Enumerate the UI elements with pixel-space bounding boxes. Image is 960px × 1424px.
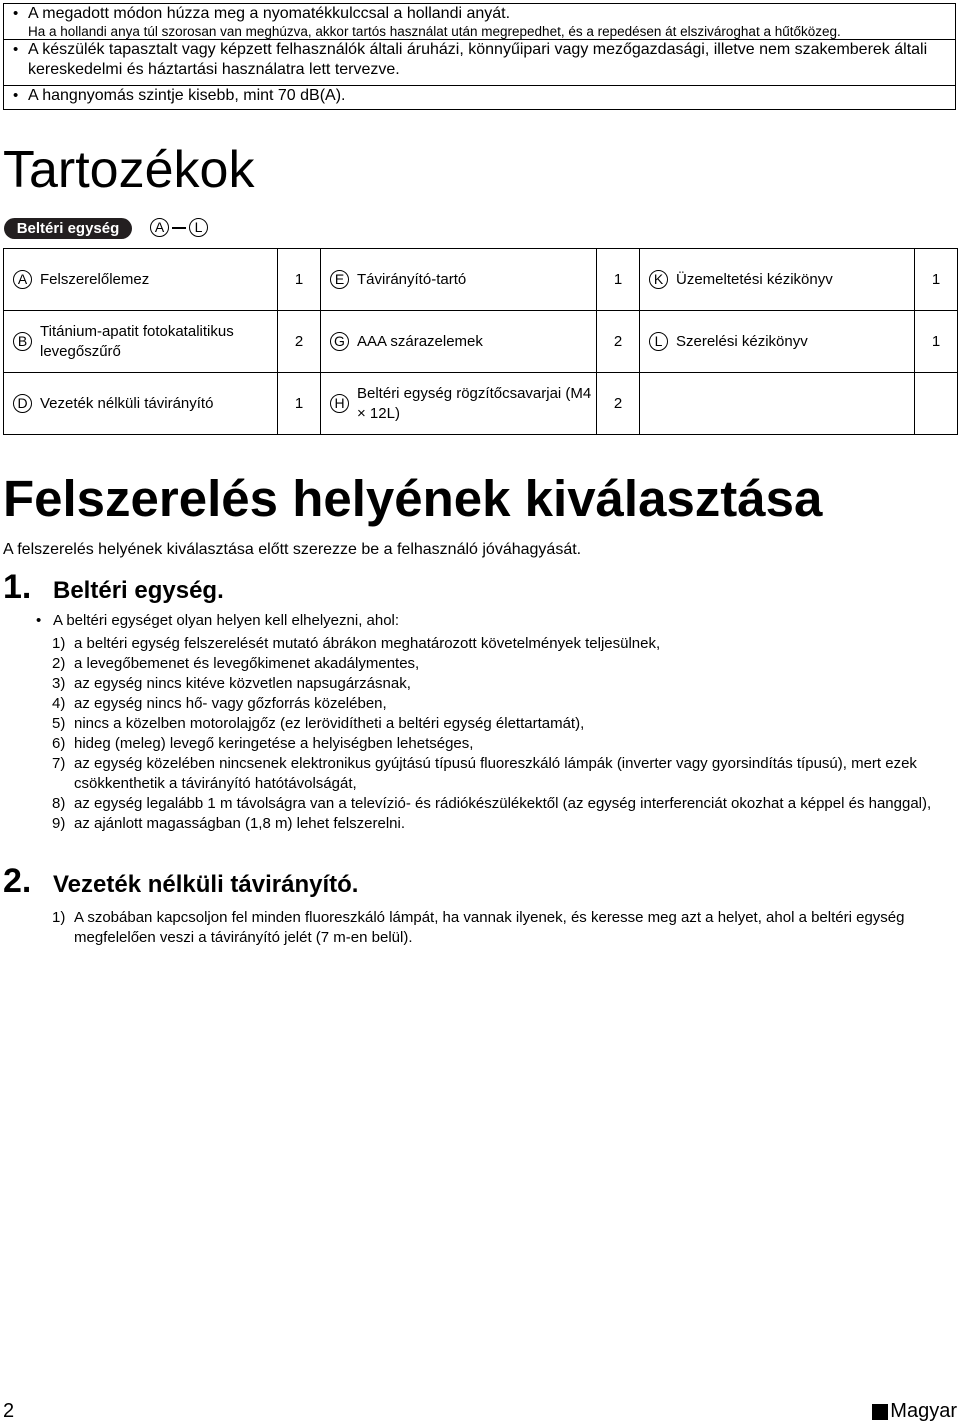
table-row <box>4 311 958 373</box>
accessory-range <box>150 218 208 237</box>
letter-circle: D <box>13 394 32 413</box>
accessory-name: Távirányító-tartó <box>357 270 467 288</box>
list-item <box>52 754 932 794</box>
accessory-qty: 1 <box>278 249 321 311</box>
table-row <box>4 373 958 435</box>
item-number: 6) <box>52 735 66 752</box>
accessory-name: Beltéri egység rögzítőcsavarjai (M4 × 12L) <box>357 384 592 422</box>
note-text: A hangnyomás szintje kisebb, mint 70 dB(A). <box>28 87 346 104</box>
bullet: • <box>13 41 19 58</box>
item-text: az egység nincs hő- vagy gőzforrás közelében, <box>74 695 387 712</box>
accessory-name: AAA szárazelemek <box>357 332 483 350</box>
section-heading <box>3 568 224 607</box>
page-number: 2 <box>3 1400 15 1422</box>
section-bullet <box>36 611 399 631</box>
accessory-name: Felszerelőlemez <box>40 270 150 288</box>
item-text: A szobában kapcsoljon fel minden fluoreszkáló lámpát, ha vannak ilyenek, és keresse meg azt a helyet, ahol a beltéri egység megfelelően veszi a távirányító jelét (7 m-en belül). <box>74 909 905 946</box>
list-item <box>52 814 932 834</box>
section-number: 2. <box>3 862 32 900</box>
accessory-cell <box>321 249 597 311</box>
site-intro: A felszerelés helyének kiválasztása előtt szerezze be a felhasználó jóváhagyását. <box>3 541 582 558</box>
item-number: 3) <box>52 675 66 692</box>
item-text: a levegőbemenet és levegőkimenet akadálymentes, <box>74 655 420 672</box>
accessory-qty: 1 <box>597 249 640 311</box>
accessory-cell <box>4 311 278 373</box>
accessory-qty: 1 <box>915 311 958 373</box>
letter-circle: A <box>150 218 169 237</box>
item-text: az egység nincs kitéve közvetlen napsugárzásnak, <box>74 675 411 692</box>
accessory-qty: 1 <box>278 373 321 435</box>
item-number: 2) <box>52 655 66 672</box>
list-item <box>52 908 932 948</box>
indoor-unit-badge: Beltéri egység <box>4 218 132 239</box>
bullet: • <box>13 5 19 22</box>
note-text: A megadott módon húzza meg a nyomatékkulccsal a hollandi anyát. <box>28 5 511 22</box>
list-item <box>52 694 932 714</box>
empty-cell <box>640 373 915 435</box>
section-title: Vezeték nélküli távirányító. <box>53 871 359 898</box>
item-text: az egység legalább 1 m távolságra van a televízió- és rádiókészülékektől (az egység interferenciát okozhat a képpel és hanggal), <box>74 795 932 812</box>
accessory-qty: 2 <box>597 373 640 435</box>
accessories-title: Tartozékok <box>3 141 255 199</box>
accessory-name: Titánium-apatit fotokatalitikus levegőszűrő <box>40 322 234 360</box>
accessory-name: Szerelési kézikönyv <box>676 332 808 350</box>
note-subtext: Ha a hollandi anya túl szorosan van meghúzva, akkor tartós használat után megrepedhet, és a repedésen át elszivároghat a hűtőközeg. <box>28 24 841 39</box>
accessory-name: Üzemeltetési kézikönyv <box>676 270 833 288</box>
letter-circle: K <box>649 270 668 289</box>
letter-circle: L <box>189 218 208 237</box>
accessory-qty: 2 <box>278 311 321 373</box>
list-item <box>52 674 932 694</box>
accessory-qty: 1 <box>915 249 958 311</box>
bullet: • <box>13 87 19 104</box>
note-text: A készülék tapasztalt vagy képzett felhasználók általi áruházi, könnyűipari vagy mezőgazdasági, illetve nem szakemberek általi kereskedelmi és háztartási használatra lett tervezve. <box>28 41 928 78</box>
list-item <box>52 794 932 814</box>
list-item <box>52 654 932 674</box>
item-number: 5) <box>52 715 66 732</box>
letter-circle: H <box>330 394 349 413</box>
accessory-name: Vezeték nélküli távirányító <box>40 394 214 412</box>
letter-circle: B <box>13 332 32 351</box>
letter-circle: L <box>649 332 668 351</box>
accessory-cell <box>4 373 278 435</box>
item-text: az ajánlott magasságban (1,8 m) lehet felszerelni. <box>74 815 406 832</box>
language-text: Magyar <box>890 1400 957 1422</box>
bullet: • <box>36 612 42 629</box>
item-text: a beltéri egység felszerelését mutató ábrákon meghatározott követelmények teljesülnek, <box>74 635 661 652</box>
accessory-cell <box>321 311 597 373</box>
item-text: nincs a közelben motorolajgőz (ez lerövidítheti a beltéri egység élettartamát), <box>74 715 585 732</box>
range-dash <box>172 227 186 229</box>
item-number: 8) <box>52 795 66 812</box>
note-torque <box>3 4 956 40</box>
accessory-cell <box>4 249 278 311</box>
accessory-cell <box>640 311 915 373</box>
item-number: 9) <box>52 815 66 832</box>
accessory-cell <box>321 373 597 435</box>
accessory-qty: 2 <box>597 311 640 373</box>
empty-cell <box>915 373 958 435</box>
item-text: hideg (meleg) levegő keringetése a helyiségben lehetséges, <box>74 735 474 752</box>
item-number: 1) <box>52 909 66 926</box>
section-title: Beltéri egység. <box>53 577 224 604</box>
bullet-text: A beltéri egységet olyan helyen kell elhelyezni, ahol: <box>53 612 400 629</box>
letter-circle: E <box>330 270 349 289</box>
square-marker-icon <box>872 1404 888 1420</box>
accessory-cell <box>640 249 915 311</box>
letter-circle: A <box>13 270 32 289</box>
item-number: 4) <box>52 695 66 712</box>
table-row <box>4 249 958 311</box>
accessories-table <box>3 248 958 435</box>
site-title: Felszerelés helyének kiválasztása <box>3 470 823 527</box>
requirements-list <box>52 634 932 834</box>
note-usage <box>3 40 956 86</box>
language-label <box>872 1400 957 1423</box>
letter-circle: G <box>330 332 349 351</box>
list-item <box>52 714 932 734</box>
item-text: az egység közelében nincsenek elektronikus gyújtású típusú fluoreszkáló lámpák (inverter vagy gyorsindítás típusú), mert ezek csökkenthetik a távirányító hatótávolságát, <box>74 755 917 792</box>
item-number: 1) <box>52 635 66 652</box>
item-number: 7) <box>52 755 66 772</box>
list-item <box>52 634 932 654</box>
note-noise <box>3 86 956 110</box>
remote-steps-list <box>52 908 932 948</box>
list-item <box>52 734 932 754</box>
section-number: 1. <box>3 568 32 606</box>
notes-box <box>3 3 956 110</box>
section-heading <box>3 862 358 901</box>
